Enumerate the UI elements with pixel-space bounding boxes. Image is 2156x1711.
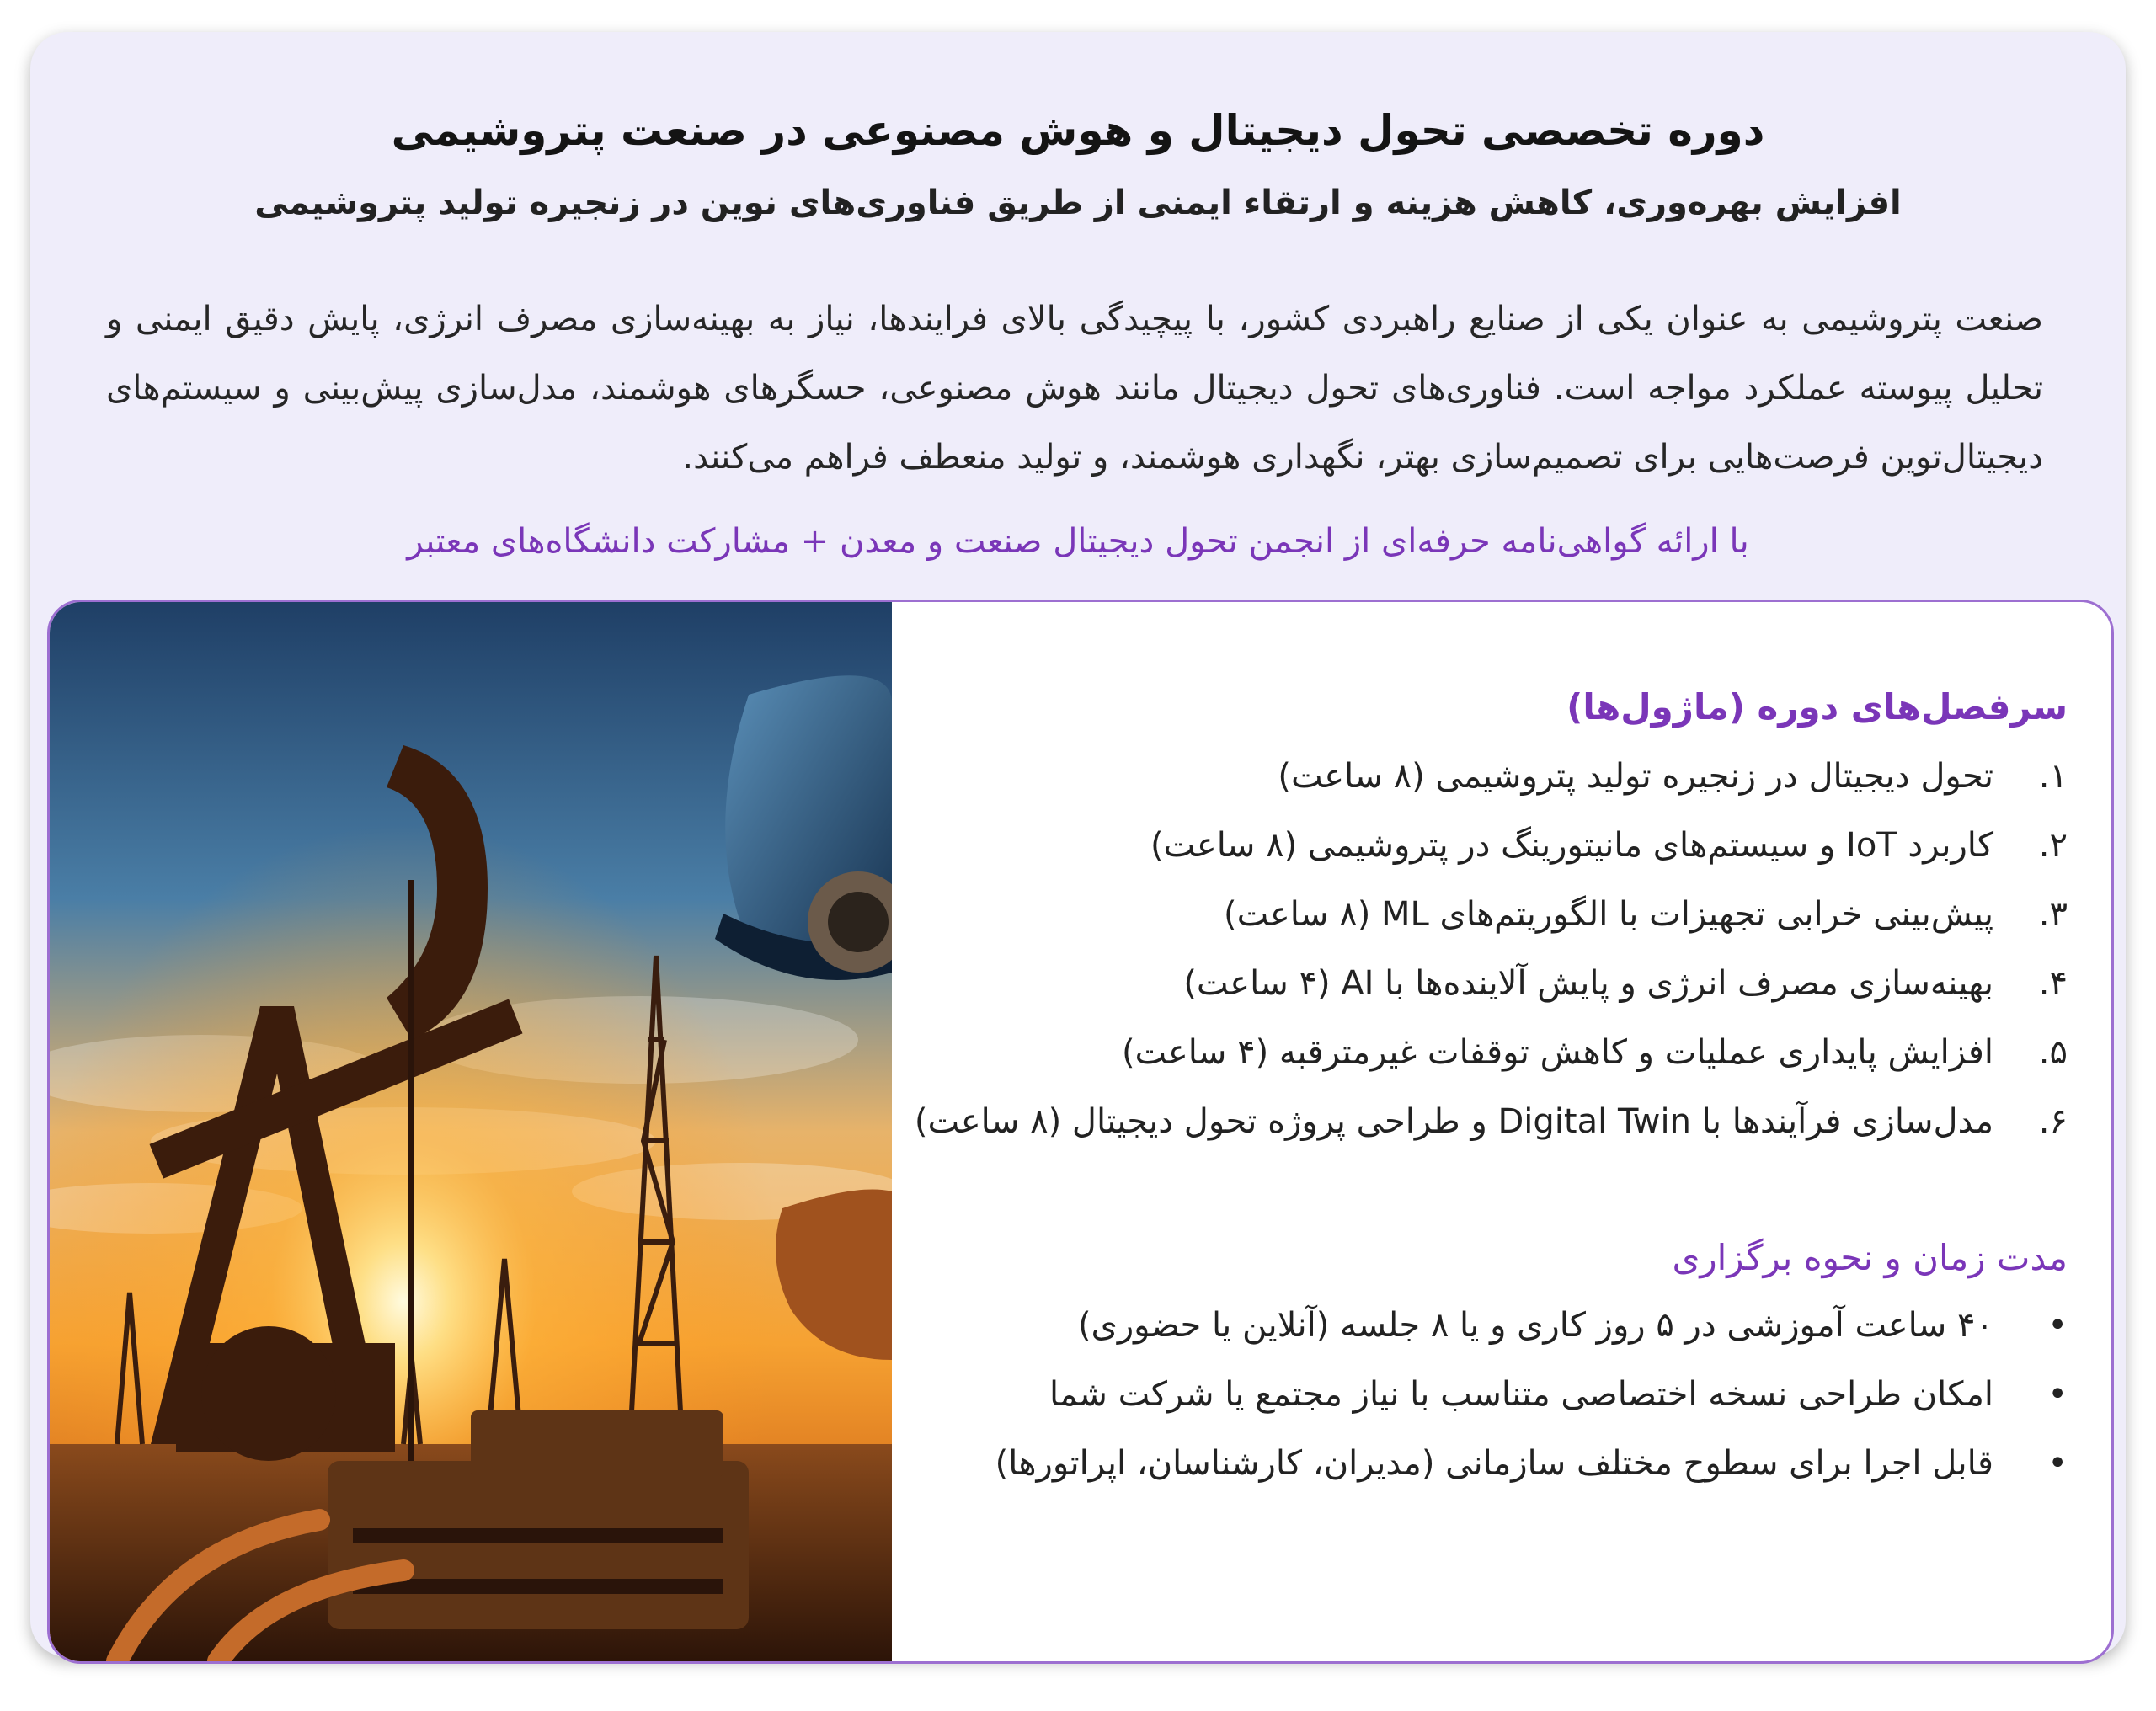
schedule-text: ۴۰ ساعت آموزشی در ۵ روز کاری و یا ۸ جلسه (آنلاین یا حضوری) [1077,1306,1993,1345]
modules-heading: سرفصل‌های دوره (ماژول‌ها) [1566,686,2068,728]
page-subtitle: افزایش بهره‌وری، کاهش هزینه و ارتقاء ایمنی از طریق فناوری‌های نوین در زنجیره تولید پتروشیمی [254,184,1902,222]
schedule-text: قابل اجرا برای سطوح مختلف سازمانی (مدیران، کارشناسان، اپراتورها) [995,1444,1993,1483]
module-number: ۲. [2038,826,2068,865]
module-number: ۶. [2038,1102,2068,1141]
module-text: بهینه‌سازی مصرف انرژی و پایش آلاینده‌ها با AI (۴ ساعت) [1183,964,1993,1003]
schedule-heading: مدت زمان و نحوه برگزاری [1672,1237,2068,1278]
course-card [30,32,2126,1657]
intro-paragraph: صنعت پتروشیمی به عنوان یکی از صنایع راهبردی کشور، با پیچیدگی بالای فرایندها، نیاز به بهینه‌سازی مصرف انرژی، پایش دقیق ایمنی و تحلیل پیوسته عملکرد مواجه است. فناوری‌های تحول دیجیتال مانند هوش مصنوعی، حسگرهای هوشمند، مدل‌سازی پیش‌بینی و سیستم‌های دیجیتال‌توین فرصت‌هایی برای تصمیم‌سازی بهتر، نگهداری هوشمند، و تولید منعطف فراهم می‌کنند. [106,300,2043,477]
module-number: ۳. [2038,895,2068,934]
schedule-text: امکان طراحی نسخه اختصاصی متناسب با نیاز مجتمع یا شرکت شما [1049,1375,1993,1414]
module-number: ۴. [2038,964,2068,1003]
bullet-icon: • [2047,1306,2068,1345]
module-text: افزایش پایداری عملیات و کاهش توقفات غیرمترقبه (۴ ساعت) [1121,1033,1993,1072]
schedule-item [905,1306,2068,1375]
module-text: پیش‌بینی خرابی تجهیزات با الگوریتم‌های ML (۸ ساعت) [1224,895,1993,934]
page-title: دوره تخصصی تحول دیجیتال و هوش مصنوعی در صنعت پتروشیمی [391,106,1765,155]
bullet-icon: • [2047,1375,2068,1414]
module-text: کاربرد IoT و سیستم‌های مانیتورینگ در پتروشیمی (۸ ساعت) [1150,826,1993,865]
module-item [905,1033,2068,1102]
schedule-item [905,1444,2068,1513]
details-panel [47,600,2114,1664]
module-number: ۵. [2038,1033,2068,1072]
module-number: ۱. [2038,757,2068,796]
module-item [905,964,2068,1033]
module-item [905,1102,2068,1171]
oil-pumpjack-photo [50,602,892,1661]
module-item [905,826,2068,895]
bullet-icon: • [2047,1444,2068,1483]
module-item [905,757,2068,826]
module-text: مدل‌سازی فرآیندها با Digital Twin و طراحی پروژه تحول دیجیتال (۸ ساعت) [914,1102,1993,1141]
certificate-note: با ارائه گواهی‌نامه حرفه‌ای از انجمن تحول دیجیتال صنعت و معدن + مشارکت دانشگاه‌های معتبر [407,522,1749,561]
module-item [905,895,2068,964]
schedule-item [905,1375,2068,1444]
module-text: تحول دیجیتال در زنجیره تولید پتروشیمی (۸ ساعت) [1278,757,1993,796]
